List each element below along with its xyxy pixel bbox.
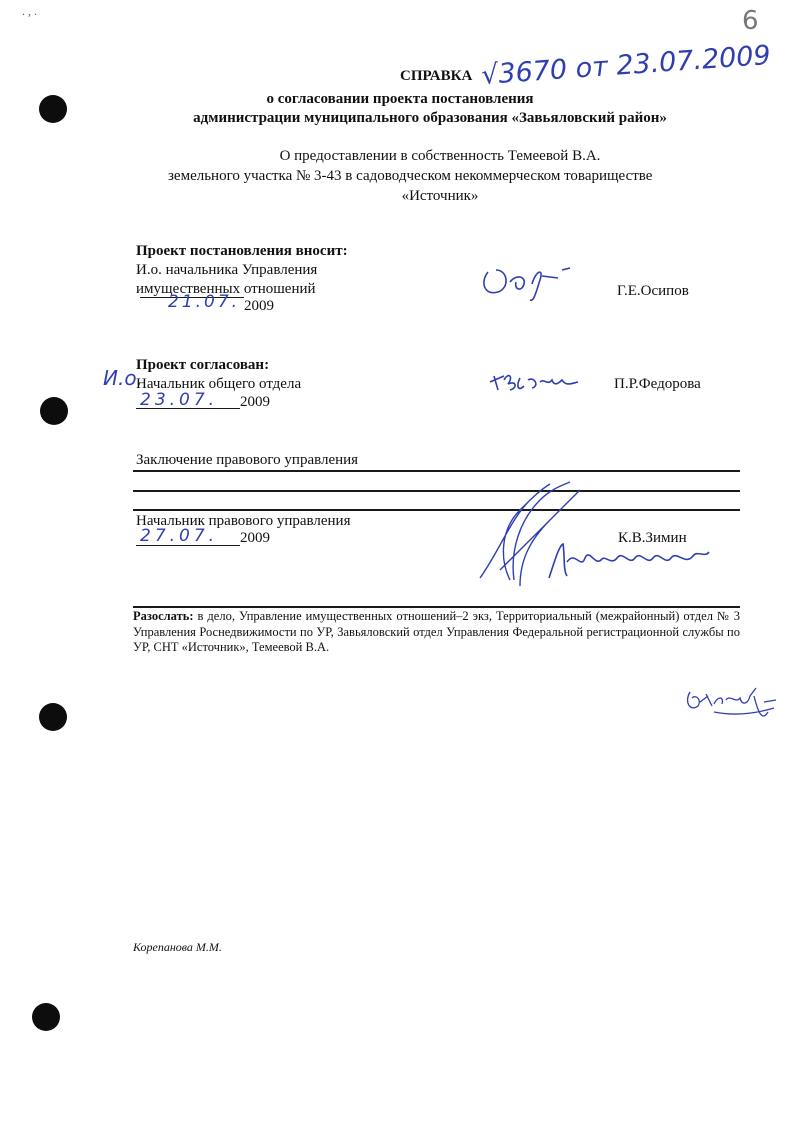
signature-zimin <box>545 540 715 585</box>
subject-line-2: земельного участка № 3-43 в садоводческом некоммерческом товариществе <box>168 168 653 184</box>
header-line-3: администрации муниципального образования «Завьяловский район» <box>193 110 667 126</box>
approval-heading: Проект согласован: <box>136 357 270 373</box>
approval-position: Начальник общего отдела <box>136 376 302 392</box>
rule-line <box>133 490 740 492</box>
punch-hole <box>39 95 67 123</box>
handwritten-date: 27.07. <box>140 526 219 546</box>
header-line-2: о согласовании проекта постановления <box>266 91 534 107</box>
approval-name: П.Р.Федорова <box>614 376 701 392</box>
rule-line <box>133 470 740 472</box>
distribution-label: Разослать: <box>133 609 194 623</box>
punch-hole <box>39 703 67 731</box>
punch-hole <box>32 1003 60 1031</box>
approval-year: 2009 <box>240 394 270 410</box>
distribution-text: в дело, Управление имущественных отношений–2 экз, Территориальный (межрайонный) отдел № 3 Управления Роснедвижимости по УР, Завьяловский отдел Управления Федеральной регистрационной службы по УР, СНТ «Источник», Темеевой В.А. <box>133 609 741 654</box>
introducer-year: 2009 <box>244 298 274 314</box>
corner-marks: . , . <box>22 4 37 18</box>
conclusion-label: Заключение правового управления <box>136 452 359 468</box>
subject-line-1: О предоставлении в собственность Темеевой В.А. <box>279 148 601 164</box>
handwritten-date: 23.07. <box>140 390 219 410</box>
rule-line <box>133 509 740 511</box>
legal-position: Начальник правового управления <box>136 513 351 529</box>
rule-line <box>133 606 740 608</box>
introducer-heading: Проект постановления вносит: <box>136 243 348 259</box>
signature-osipov <box>480 262 590 302</box>
signature-fedorova <box>488 368 588 398</box>
handwritten-reg-number: √3670 от 23.07.2009 <box>480 39 772 92</box>
subject-line-3: «Источник» <box>401 188 479 204</box>
legal-year: 2009 <box>240 530 270 546</box>
doc-title: СПРАВКА <box>400 68 473 84</box>
distribution-block <box>133 609 740 656</box>
handwritten-date: 21.07. <box>168 292 241 312</box>
punch-hole <box>40 397 68 425</box>
page-number: 6 <box>742 6 759 36</box>
executor-name: Корепанова М.М. <box>133 940 222 954</box>
handwritten-note <box>684 682 780 732</box>
introducer-name: Г.Е.Осипов <box>617 283 689 299</box>
legal-name: К.В.Зимин <box>618 530 687 546</box>
introducer-position-2: имущественных отношений <box>136 281 316 297</box>
handwritten-io: И.о. <box>103 366 143 390</box>
introducer-position-1: И.о. начальника Управления <box>136 262 318 278</box>
